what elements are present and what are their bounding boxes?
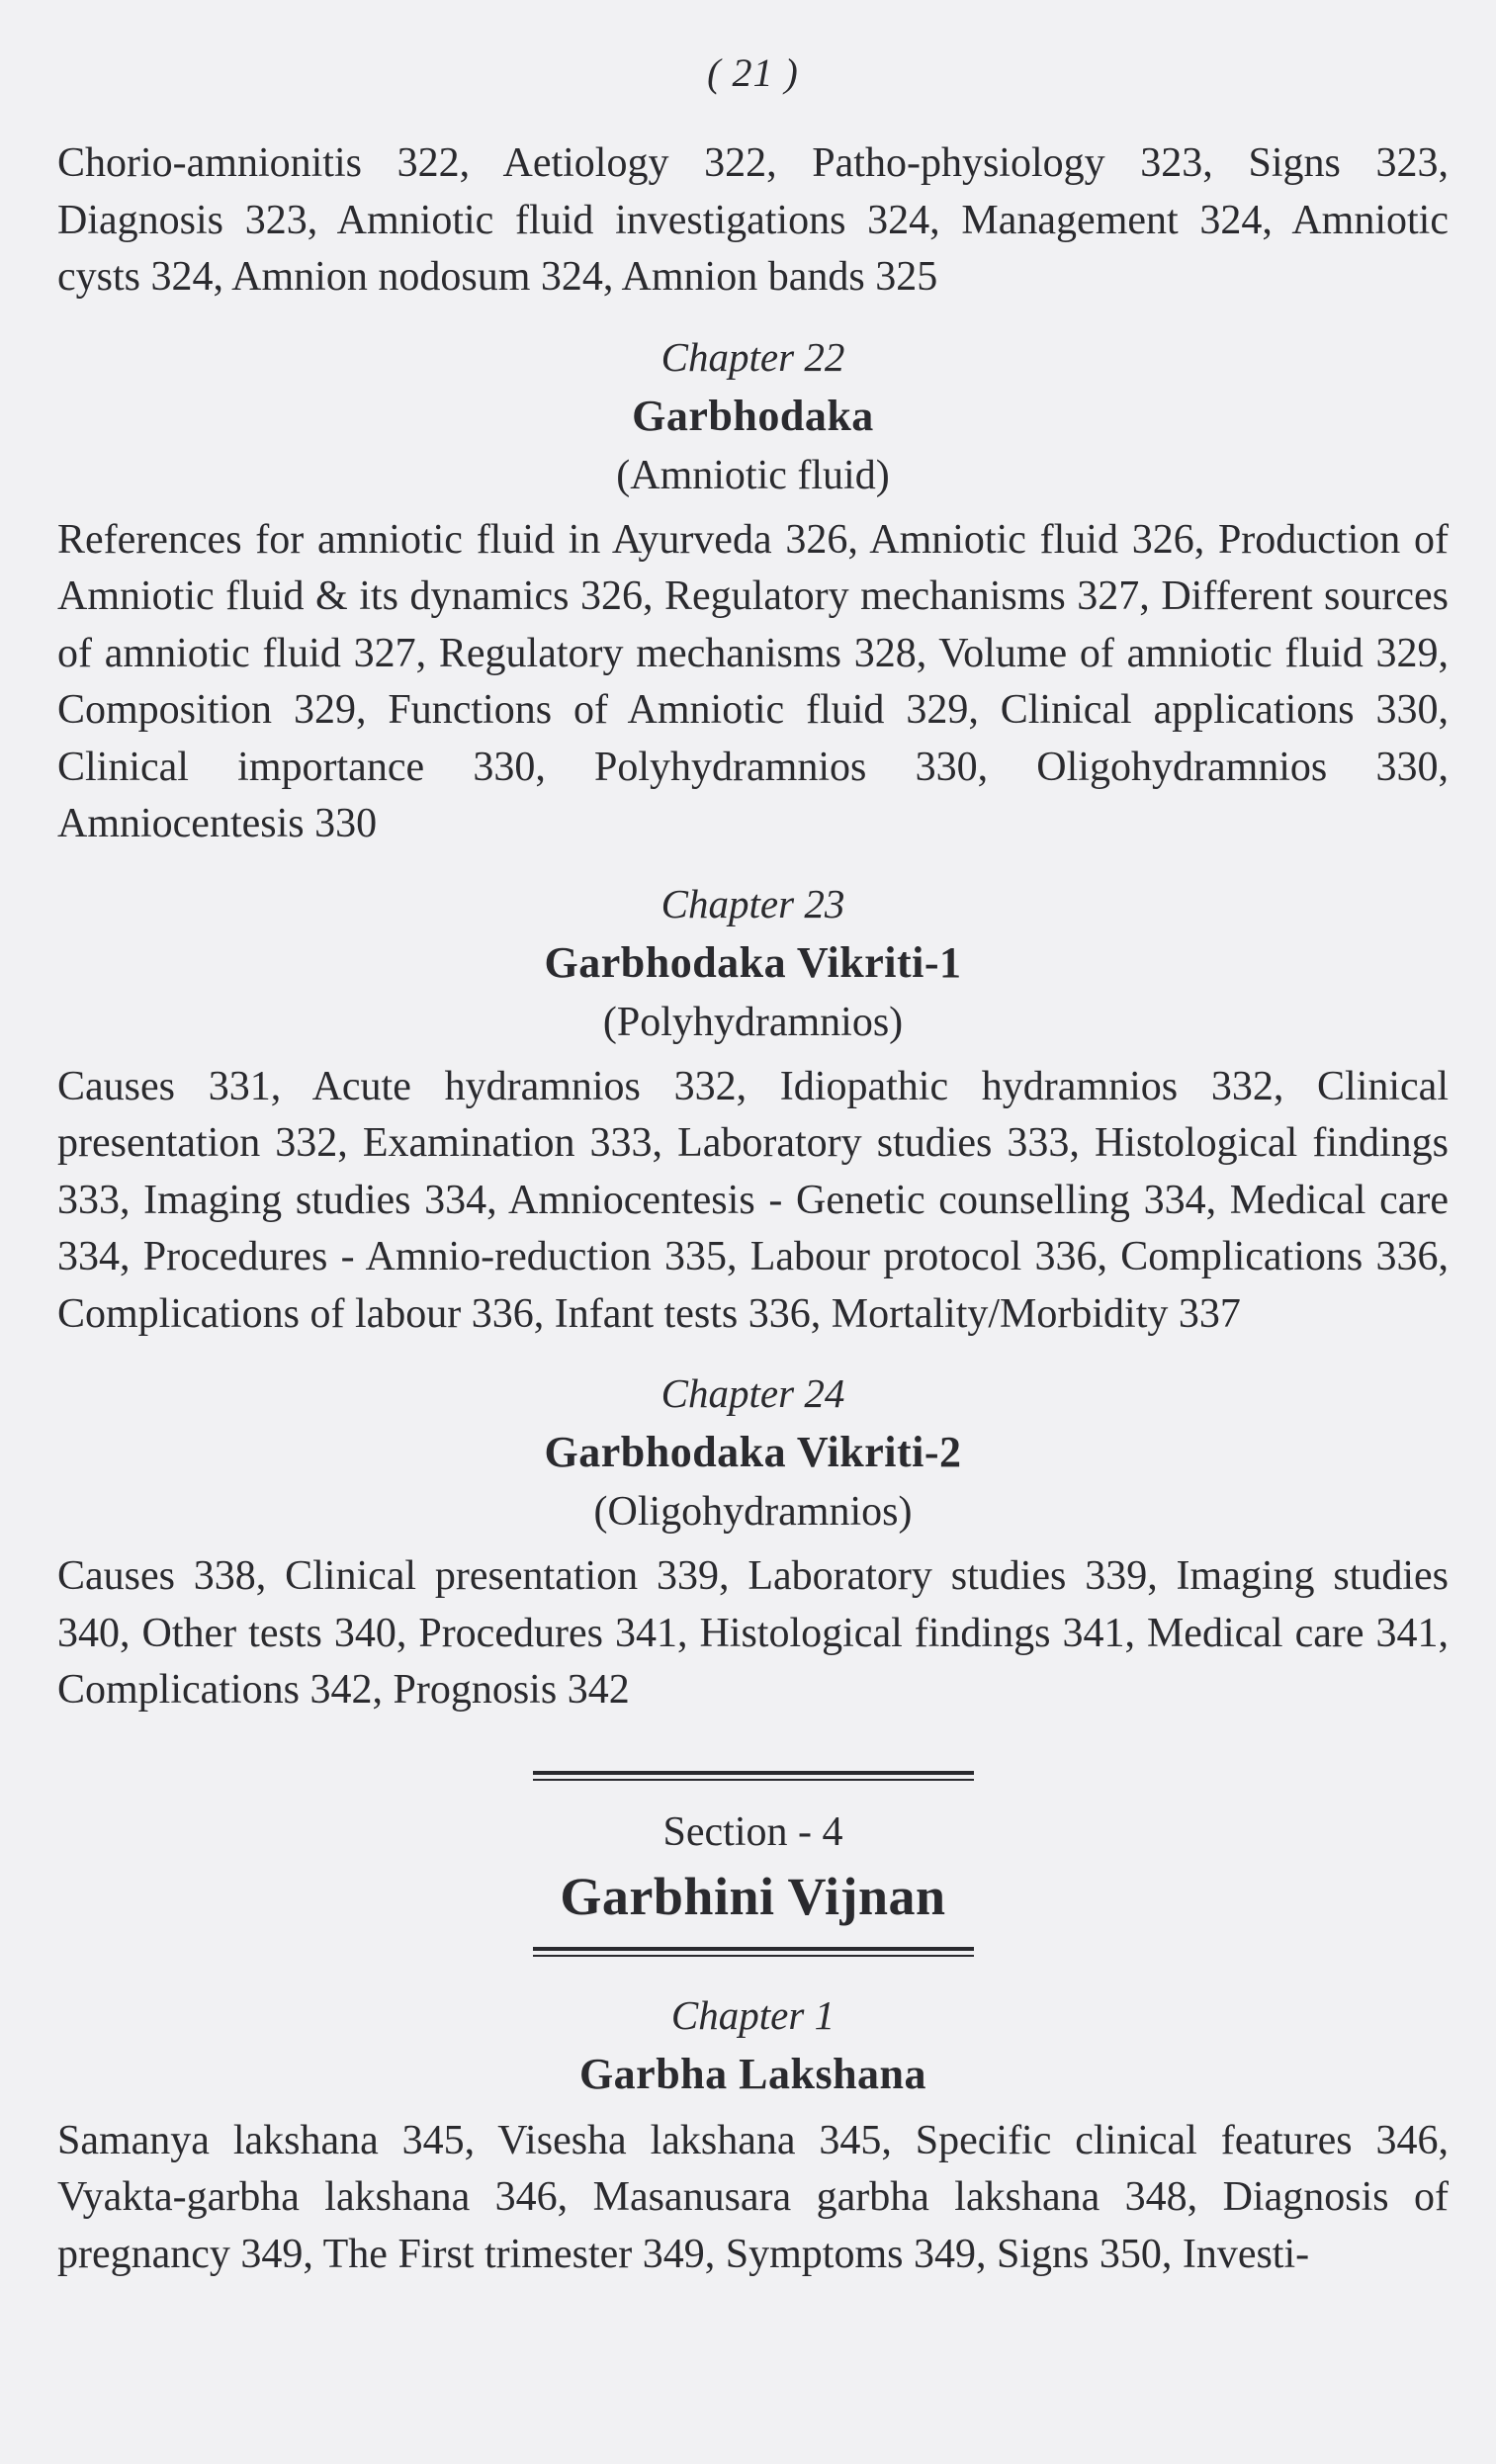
chapter-subtitle: (Amniotic fluid) xyxy=(616,452,890,498)
intro-contents: Chorio-amnionitis 322, Aetiology 322, Patho-physiology 323, Signs 323, Diagnosis 323, Amniotic fluid investigations 324, Management 324, Amniotic cysts 324, Amnion nodosum 324, Amnion bands 325 xyxy=(57,140,1449,300)
section-rule-top xyxy=(533,1771,974,1781)
page-number: ( 21 ) xyxy=(707,50,799,95)
chapter-24-contents: Causes 338, Clinical presentation 339, Laboratory studies 339, Imaging studies 340, Other tests 340, Procedures 341, Histological findings 341, Medical care 341, Complications 342, Prognosis 342 xyxy=(57,1553,1449,1713)
chapter-23-contents: Causes 331, Acute hydramnios 332, Idiopathic hydramnios 332, Clinical presentation 332, Examination 333, Laboratory studies 333, Histological findings 333, Imaging studies 334, Amniocentesis - Genetic counselling 334, Medical care 334, Procedures - Amnio-reduction 335, Labour protocol 336, Complications 336, Complications of labour 336, Infant tests 336, Mortality/Morbidity 337 xyxy=(57,1063,1449,1337)
chapter-label: Chapter 23 xyxy=(660,880,845,926)
section-chapter-1-heading xyxy=(57,1986,1449,2105)
chapter-22-heading xyxy=(57,328,1449,504)
chapter-title: Garbhodaka Vikriti-2 xyxy=(544,1428,962,1476)
chapter-label: Chapter 24 xyxy=(660,1370,845,1416)
section-heading xyxy=(533,1771,974,1957)
section-title: Garbhini Vijnan xyxy=(560,1866,946,1926)
chapter-24-heading xyxy=(57,1364,1449,1540)
chapter-subtitle: (Polyhydramnios) xyxy=(602,999,904,1045)
section-label: Section - 4 xyxy=(662,1808,843,1855)
chapter-subtitle: (Oligohydramnios) xyxy=(593,1489,913,1535)
section-chapter-1-contents: Samanya lakshana 345, Visesha lakshana 345, Specific clinical features 346, Vyakta-garbha lakshana 346, Masanusara garbha lakshana 348, Diagnosis of pregnancy 349, The First trimester 349, Symptoms 349, Signs 350, Investi- xyxy=(57,2117,1449,2277)
chapter-23-heading xyxy=(57,875,1449,1051)
chapter-label: Chapter 22 xyxy=(660,333,845,380)
section-rule-bottom xyxy=(533,1947,974,1957)
chapter-22-contents: References for amniotic fluid in Ayurveda 326, Amniotic fluid 326, Production of Amniotic fluid & its dynamics 326, Regulatory mechanisms 327, Different sources of amniotic fluid 327, Regulatory mechanisms 328, Volume of amniotic fluid 329, Composition 329, Functions of Amniotic fluid 329, Clinical applications 330, Clinical importance 330, Polyhydramnios 330, Oligohydramnios 330, Amniocentesis 330 xyxy=(57,516,1449,846)
chapter-title: Garbha Lakshana xyxy=(578,2049,927,2098)
chapter-label: Chapter 1 xyxy=(670,1991,836,2038)
chapter-title: Garbhodaka Vikriti-1 xyxy=(544,937,962,987)
chapter-title: Garbhodaka xyxy=(632,391,874,440)
